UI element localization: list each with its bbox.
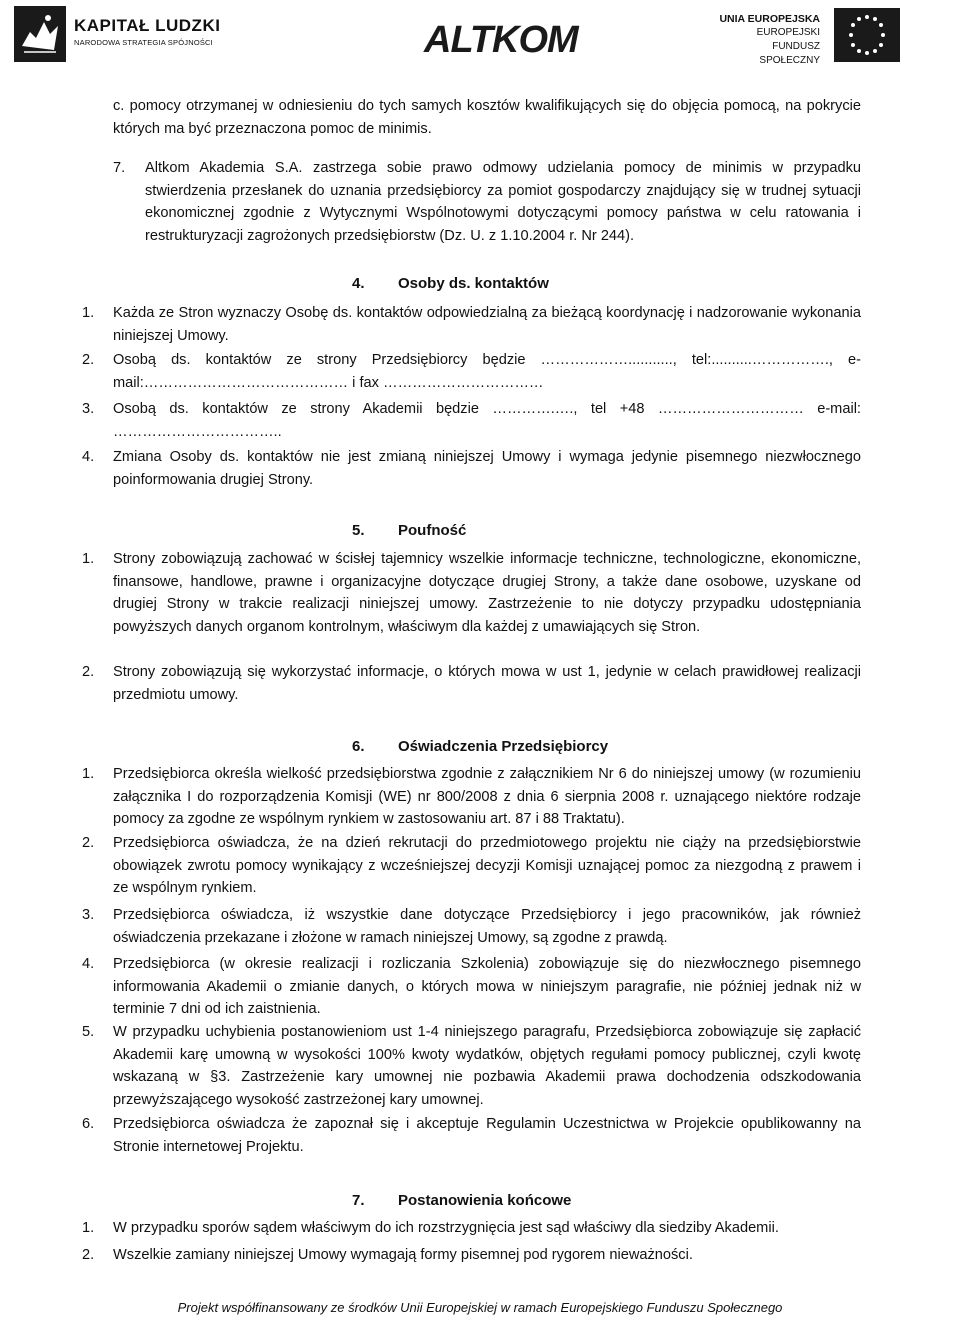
list-number: 4.: [82, 956, 95, 972]
list-item: Przedsiębiorca oświadcza że zapoznał się i akceptuje Regulamin Uczestnictwa w Projekcie opublikowanny na Stronie internetowej Projektu.: [113, 1116, 861, 1155]
section-number: 5.: [352, 522, 365, 539]
kapital-ludzki-subtitle: NARODOWA STRATEGIA SPÓJNOŚCI: [74, 38, 213, 47]
list-item: Zmiana Osoby ds. kontaktów nie jest zmianą niniejszej Umowy i wymaga jedynie pisemnego niezwłocznego poinformowania drugiej Strony.: [113, 449, 861, 488]
list-number: 2.: [82, 664, 95, 680]
list-item: Osobą ds. kontaktów ze strony Akademii będzie ………….…., tel +48 ………………………… e-mail: ……………………………..: [113, 401, 861, 440]
list-number: 1.: [82, 305, 95, 321]
section-heading-7: [352, 1190, 571, 1212]
section-heading-5: [352, 520, 466, 542]
eu-flag-icon: [834, 8, 900, 62]
kapital-ludzki-title: KAPITAŁ LUDZKI: [74, 16, 221, 35]
section-number: 7.: [352, 1192, 365, 1209]
list-number: 2.: [82, 1247, 95, 1263]
section-title: Poufność: [398, 522, 467, 539]
list-item: Osobą ds. kontaktów ze strony Przedsiębiorcy będzie ………………..........., tel:..........……………., e-mail:…………………………………… i fax ……………………………: [113, 352, 861, 391]
section-title: Oświadczenia Przedsiębiorcy: [398, 738, 609, 755]
list-item: Każda ze Stron wyznaczy Osobę ds. kontaktów odpowiedzialną za bieżącą koordynację i nadzorowanie wykonania niniejszej Umowy.: [113, 305, 861, 344]
list-item: Przedsiębiorca oświadcza, iż wszystkie dane dotyczące Przedsiębiorcy i jego pracowników, jak również oświadczenia przekazane i złożone w ramach niniejszej Umowy, są zgodne z prawdą.: [113, 907, 861, 946]
list-number: 5.: [82, 1024, 95, 1040]
list-number: 2.: [82, 352, 95, 368]
list-number: 3.: [82, 401, 95, 417]
eu-label: [716, 12, 820, 68]
list-number: 1.: [82, 766, 95, 782]
list-item: Wszelkie zamiany niniejszej Umowy wymagają formy pisemnej pod rygorem nieważności.: [113, 1247, 693, 1263]
list-number: 1.: [82, 551, 95, 567]
list-item: Strony zobowiązują się wykorzystać informacje, o których mowa w ust 1, jedynie w celach prawidłowej realizacji przedmiotu umowy.: [113, 664, 861, 703]
point-number: 7.: [113, 160, 126, 176]
list-number: 3.: [82, 907, 95, 923]
section-title: Postanowienia końcowe: [398, 1192, 572, 1209]
section-number: 4.: [352, 275, 365, 292]
section-number: 6.: [352, 738, 365, 755]
list-number: 4.: [82, 449, 95, 465]
list-item: Przedsiębiorca (w okresie realizacji i rozliczania Szkolenia) zobowiązuje się do niezwłocznego pisemnego informowania Akademii o zmianie danych, o których mowa w niniejszym paragrafie, nie później jednak niż w terminie 7 dni od ich zaistnienia.: [113, 956, 861, 1018]
page-footer: Projekt współfinansowany ze środków Unii Europejskiej w ramach Europejskiego Funduszu Społecznego: [177, 1300, 783, 1315]
kapital-ludzki-logo: [14, 6, 66, 62]
section-heading-4: [352, 273, 549, 295]
list-item: Przedsiębiorca oświadcza, że na dzień rekrutacji do przedmiotowego projektu nie ciąży na przedsiębiorstwie obowiązek zwrotu pomocy wynikający z wcześniejszej decyzji Komisji uznającej pomoc za niezgodną z prawem i ze wspólnym rynkiem.: [113, 835, 861, 897]
list-number: 2.: [82, 835, 95, 851]
intro-point-c: c. pomocy otrzymanej w odniesieniu do tych samych kosztów kwalifikujących się do objęcia pomocą, na pokrycie których ma być przeznaczona pomoc de minimis.: [113, 98, 861, 137]
list-number: 1.: [82, 1220, 95, 1236]
altkom-logo: ALTKOM: [424, 19, 578, 61]
page-header: [0, 0, 960, 78]
list-item: Przedsiębiorca określa wielkość przedsiębiorstwa zgodnie z załącznikiem Nr 6 do niniejszej umowy (w rozumieniu załącznika I do rozporządzenia Komisji (WE) nr 800/2008 z dnia 6 sierpnia 2008 r. uznającego niektóre rodzaje pomocy za zgodne ze wspólnym rynkiem w zastosowaniu art. 87 i 88 Traktatu).: [113, 766, 861, 828]
section-heading-6: [352, 736, 608, 758]
section-title: Osoby ds. kontaktów: [398, 275, 549, 292]
intro-point-7: Altkom Akademia S.A. zastrzega sobie prawo odmowy udzielania pomocy de minimis w przypadku stwierdzenia przesłanek do uznania przedsiębiorcy za pomiot gospodarczy znajdujący się w trudnej sytuacji ekonomicznej zgodnie z Wytycznymi Wspólnotowymi dotyczącymi pomocy państwa w celu ratowania i restrukturyzacji zagrożonych przedsiębiorstw (Dz. U. z 1.10.2004 r. Nr 244).: [145, 160, 861, 244]
list-item: W przypadku sporów sądem właściwym do ich rozstrzygnięcia jest sąd właściwy dla siedziby Akademii.: [113, 1220, 779, 1236]
eu-label-line1: UNIA EUROPEJSKA: [719, 13, 820, 25]
list-item: Strony zobowiązują zachować w ścisłej tajemnicy wszelkie informacje techniczne, technologiczne, ekonomiczne, finansowe, handlowe, prawne i organizacyjne dotyczące drugiej Strony, a także dane osobowe, uzyskane od drugiej Strony w trakcie realizacji niniejszej umowy. Zastrzeżenie to nie dotyczy przypadku udostępniania powyższych danych organom kontrolnym, właściwym dla każdej z umawiających się Stron.: [113, 551, 861, 635]
list-number: 6.: [82, 1116, 95, 1132]
list-item: W przypadku uchybienia postanowieniom ust 1-4 niniejszego paragrafu, Przedsiębiorca zobowiązuje się zapłacić Akademii karę umowną w wysokości 100% kwoty wydatków, objętych regułami pomocy publicznej, czyli kwotę wskazaną w §3. Zastrzeżenie kary umownej nie pozbawia Akademii prawa dochodzenia odszkodowania przewyższającego wysokość zastrzeżonej kary umownej.: [113, 1024, 861, 1108]
eu-label-line2: EUROPEJSKI: [756, 27, 820, 38]
eu-label-line3: FUNDUSZ SPOŁECZNY: [759, 41, 820, 66]
